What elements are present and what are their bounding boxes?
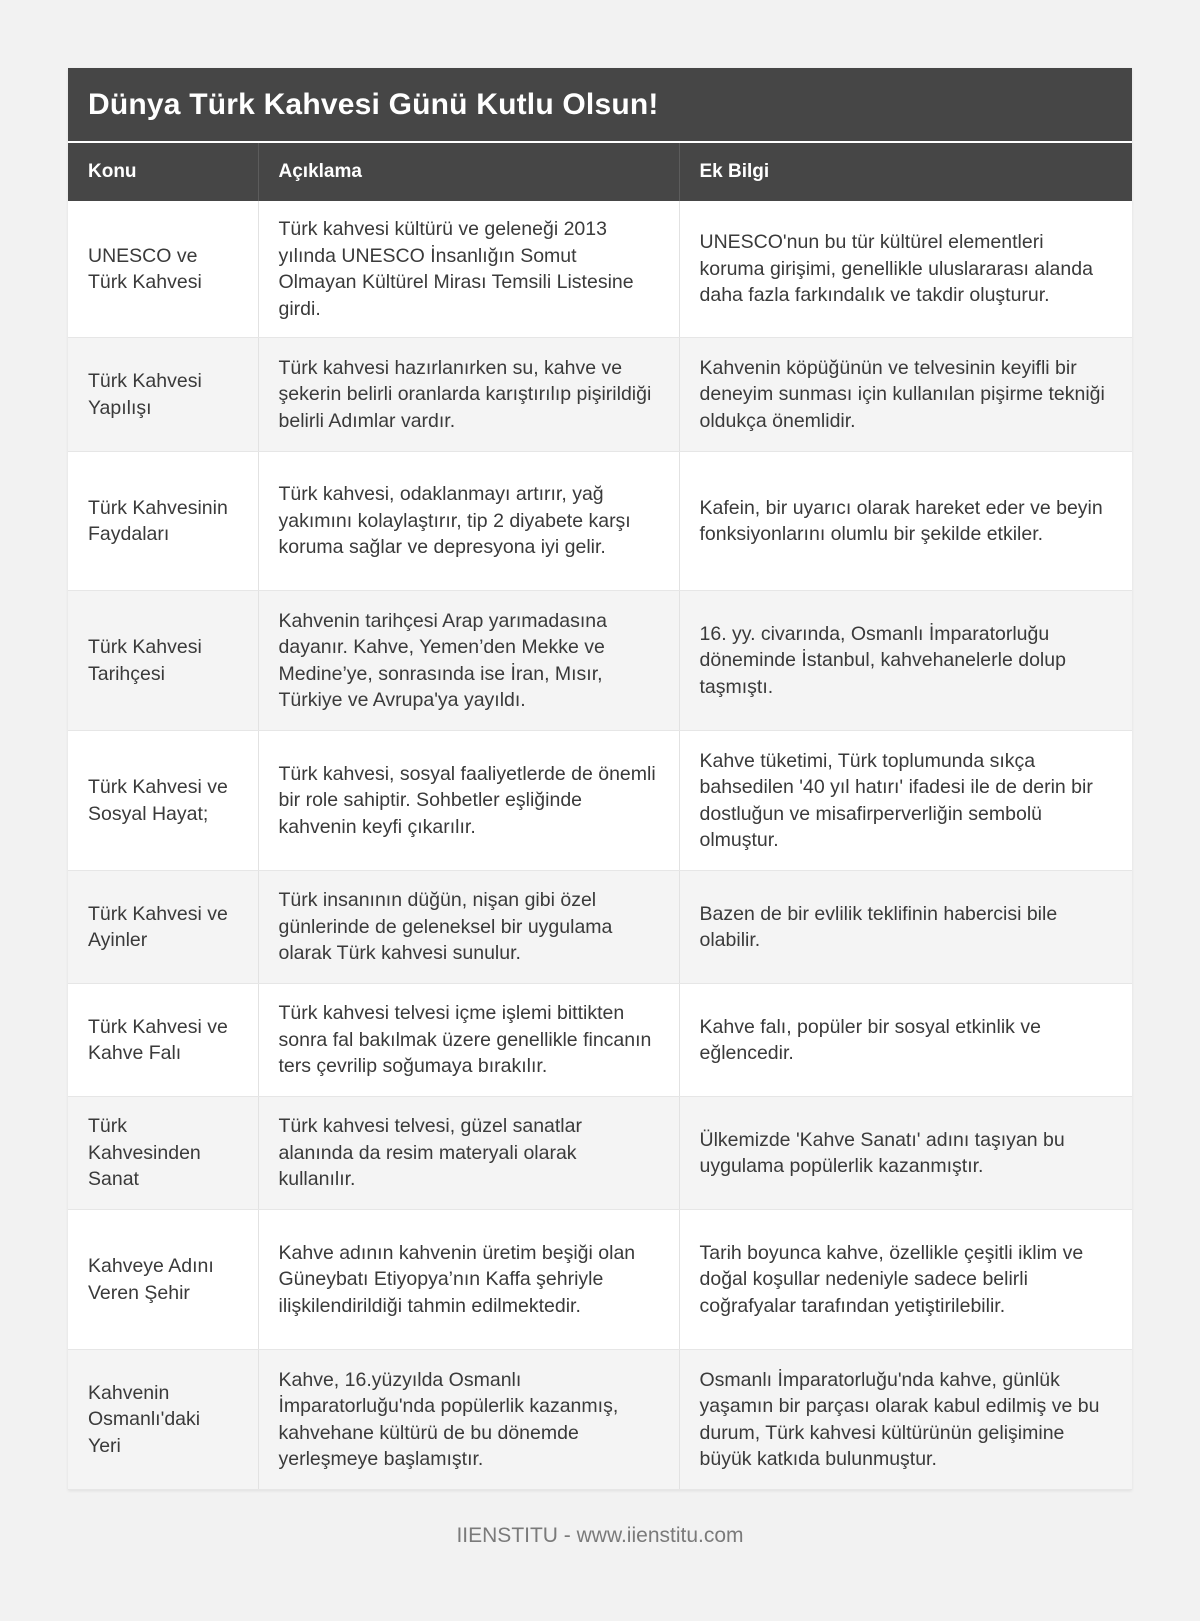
title-bar [68, 68, 1132, 143]
extra-cell: Kafein, bir uyarıcı olarak hareket eder ve beyin fonksiyonlarını olumlu bir şekilde etkiler. [679, 452, 1132, 591]
table-row [68, 1097, 1132, 1210]
topic-cell: UNESCO ve Türk Kahvesi [68, 201, 258, 338]
page-title: Dünya Türk Kahvesi Günü Kutlu Olsun! [88, 87, 659, 121]
description-cell: Türk insanının düğün, nişan gibi özel günlerinde de geleneksel bir uygulama olarak Türk kahvesi sunulur. [258, 871, 679, 984]
column-header-extra: Ek Bilgi [679, 143, 1132, 201]
table-row [68, 1350, 1132, 1490]
table-row [68, 731, 1132, 871]
topic-cell: Kahvenin Osmanlı'daki Yeri [68, 1350, 258, 1490]
topic-cell: Kahveye Adını Veren Şehir [68, 1210, 258, 1350]
table-header [68, 143, 1132, 201]
table-row [68, 201, 1132, 338]
table-row [68, 871, 1132, 984]
extra-cell: Osmanlı İmparatorluğu'nda kahve, günlük yaşamın bir parçası olarak kabul edilmiş ve bu durum, Türk kahvesi kültürünün gelişimine büyük katkıda bulunmuştur. [679, 1350, 1132, 1490]
table-row [68, 1210, 1132, 1350]
column-header-description: Açıklama [258, 143, 679, 201]
description-cell: Türk kahvesi, sosyal faaliyetlerde de önemli bir role sahiptir. Sohbetler eşliğinde kahvenin keyfi çıkarılır. [258, 731, 679, 871]
table-row [68, 338, 1132, 452]
extra-cell: 16. yy. civarında, Osmanlı İmparatorluğu döneminde İstanbul, kahvehanelerle dolup taşmıştı. [679, 591, 1132, 731]
extra-cell: Bazen de bir evlilik teklifinin habercisi bile olabilir. [679, 871, 1132, 984]
topic-cell: Türk Kahvesinden Sanat [68, 1097, 258, 1210]
topic-cell: Türk Kahvesi Yapılışı [68, 338, 258, 452]
table-row [68, 984, 1132, 1097]
extra-cell: Ülkemizde 'Kahve Sanatı' adını taşıyan bu uygulama popülerlik kazanmıştır. [679, 1097, 1132, 1210]
description-cell: Kahve adının kahvenin üretim beşiği olan Güneybatı Etiyopya’nın Kaffa şehriyle ilişkilendirildiği tahmin edilmektedir. [258, 1210, 679, 1350]
topic-cell: Türk Kahvesi ve Ayinler [68, 871, 258, 984]
footer-credit: IIENSTITU - www.iienstitu.com [456, 1524, 744, 1547]
topic-cell: Türk Kahvesi ve Sosyal Hayat; [68, 731, 258, 871]
extra-cell: UNESCO'nun bu tür kültürel elementleri koruma girişimi, genellikle uluslararası alanda daha fazla farkındalık ve takdir oluşturur. [679, 201, 1132, 338]
description-cell: Türk kahvesi hazırlanırken su, kahve ve şekerin belirli oranlarda karıştırılıp pişirildiği belirli Adımlar vardır. [258, 338, 679, 452]
table-body [68, 201, 1132, 1490]
description-cell: Türk kahvesi, odaklanmayı artırır, yağ yakımını kolaylaştırır, tip 2 diyabete karşı koruma sağlar ve depresyona iyi gelir. [258, 452, 679, 591]
extra-cell: Kahve falı, popüler bir sosyal etkinlik ve eğlencedir. [679, 984, 1132, 1097]
info-table [68, 143, 1132, 1490]
description-cell: Türk kahvesi telvesi, güzel sanatlar alanında da resim materyali olarak kullanılır. [258, 1097, 679, 1210]
topic-cell: Türk Kahvesinin Faydaları [68, 452, 258, 591]
extra-cell: Kahve tüketimi, Türk toplumunda sıkça bahsedilen '40 yıl hatırı' ifadesi ile de derin bir dostluğun ve misafirperverliğin sembolü olmuştur. [679, 731, 1132, 871]
topic-cell: Türk Kahvesi ve Kahve Falı [68, 984, 258, 1097]
description-cell: Kahvenin tarihçesi Arap yarımadasına dayanır. Kahve, Yemen’den Mekke ve Medine’ye, sonrasında ise İran, Mısır, Türkiye ve Avrupa'ya yayıldı. [258, 591, 679, 731]
extra-cell: Tarih boyunca kahve, özellikle çeşitli iklim ve doğal koşullar nedeniyle sadece belirli coğrafyalar tarafından yetiştirilebilir. [679, 1210, 1132, 1350]
header-row [68, 143, 1132, 201]
infographic-card [68, 68, 1132, 1490]
table-row [68, 452, 1132, 591]
extra-cell: Kahvenin köpüğünün ve telvesinin keyifli bir deneyim sunması için kullanılan pişirme tekniği oldukça önemlidir. [679, 338, 1132, 452]
column-header-topic: Konu [68, 143, 258, 201]
table-row [68, 591, 1132, 731]
description-cell: Kahve, 16.yüzyılda Osmanlı İmparatorluğu'nda popülerlik kazanmış, kahvehane kültürü de bu dönemde yerleşmeye başlamıştır. [258, 1350, 679, 1490]
description-cell: Türk kahvesi telvesi içme işlemi bittikten sonra fal bakılmak üzere genellikle fincanın ters çevrilip soğumaya bırakılır. [258, 984, 679, 1097]
description-cell: Türk kahvesi kültürü ve geleneği 2013 yılında UNESCO İnsanlığın Somut Olmayan Kültürel Mirası Temsili Listesine girdi. [258, 201, 679, 338]
topic-cell: Türk Kahvesi Tarihçesi [68, 591, 258, 731]
